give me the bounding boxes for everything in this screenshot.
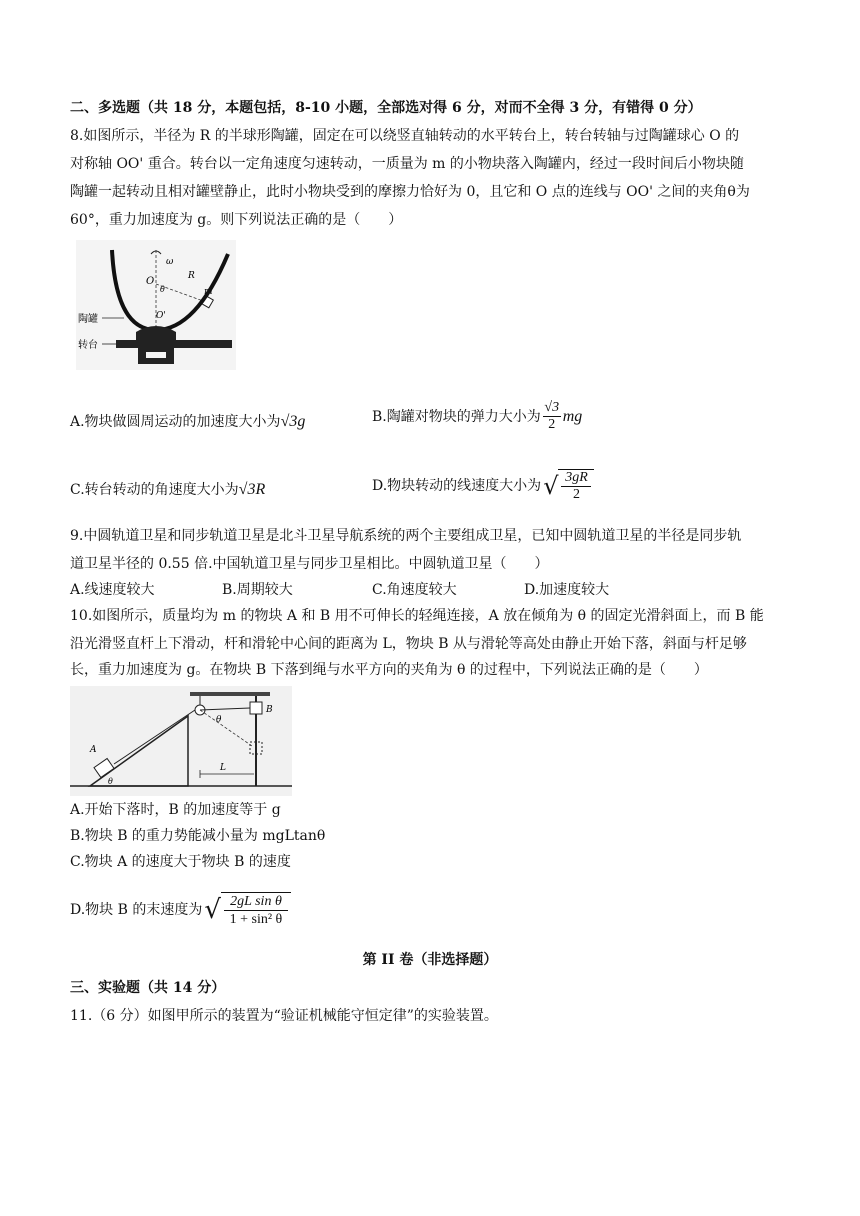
section-header: 二、多选题（共 18 分，本题包括，8-10 小题，全部选对得 6 分，对而不全得 3 分，有错得 0 分）: [70, 100, 702, 116]
q8-option-b[interactable]: [372, 400, 582, 433]
q8-text-line2: 对称轴 OO' 重合。转台以一定角速度匀速转动，一质量为 m 的小物块落入陶罐内，经过一段时间后小物块随: [70, 156, 744, 172]
q9-option-a[interactable]: A.线速度较大: [70, 582, 155, 598]
q8-option-d-den: 2: [572, 487, 580, 502]
q8-option-b-text: B.陶罐对物块的弹力大小为: [372, 408, 541, 425]
q10-option-c[interactable]: C.物块 A 的速度大于物块 B 的速度: [70, 854, 291, 870]
q8-option-b-fraction: [543, 400, 561, 433]
q8-option-c[interactable]: [70, 480, 265, 500]
q8-option-a[interactable]: [70, 412, 305, 432]
q8-option-b-den: 2: [548, 417, 556, 432]
section3-header: 三、实验题（共 14 分）: [70, 980, 226, 996]
q10-option-d-fraction: [221, 892, 291, 928]
q10-option-a[interactable]: A.开始下落时，B 的加速度等于 g: [70, 802, 281, 818]
q9-option-b[interactable]: B.周期较大: [222, 582, 293, 598]
fig-label-theta-top: θ: [216, 715, 222, 725]
q10-option-b[interactable]: B.物块 B 的重力势能减小量为 mgLtanθ: [70, 828, 326, 844]
ceiling: [190, 692, 270, 696]
fig-label-jar: 陶罐: [78, 314, 98, 325]
q10-text-line2: 沿光滑竖直杆上下滑动，杆和滑轮中心间的距离为 L，物块 B 从与滑轮等高处由静止开始下落，斜面与杆足够: [70, 636, 747, 652]
q10-option-d[interactable]: D.物块 B 的末速度为 √ 2gL sin θ 1 + sin² θ: [70, 888, 291, 932]
q8-text-line4: 60°，重力加速度为 g。则下列说法正确的是（ ）: [70, 212, 403, 228]
q8-option-a-text: A.物块做圆周运动的加速度大小为: [70, 414, 281, 430]
q8-option-c-text: C.转台转动的角速度大小为: [70, 482, 239, 498]
q8-option-b-tail: mg: [562, 407, 583, 425]
fig-label-R: R: [188, 271, 195, 281]
turntable-top: [116, 340, 232, 348]
fig-label-omega: ω: [166, 257, 174, 267]
q10-text-line3: 长，重力加速度为 g。在物块 B 下落到绳与水平方向的夹角为 θ 的过程中，下列说法正确的是（ ）: [70, 662, 708, 678]
q8-option-d-text: D.物块转动的线速度大小为: [372, 478, 542, 494]
q8-option-d[interactable]: D.物块转动的线速度大小为 √ 3gR 2: [372, 466, 594, 506]
fig-label-L: L: [220, 763, 226, 773]
fig-label-Oprime: O': [156, 311, 166, 321]
q8-text-line3: 陶罐一起转动且相对罐壁静止，此时小物块受到的摩擦力恰好为 0，且它和 O 点的连线与 OO' 之间的夹角θ为: [70, 184, 750, 200]
q9-text-line2: 道卫星半径的 0.55 倍.中国轨道卫星与同步卫星相比。中圆轨道卫星（ ）: [70, 556, 549, 572]
q8-option-d-fraction: [558, 469, 594, 503]
q10-option-d-num: 2gL sin θ: [230, 894, 282, 909]
fig-label-B: B: [266, 705, 273, 715]
q8-text-line1: 8.如图所示，半径为 R 的半球形陶罐，固定在可以绕竖直轴转动的水平转台上，转台转轴与过陶罐球心 O 的: [70, 128, 740, 144]
q11-text-line1: 11.（6 分）如图甲所示的装置为“验证机械能守恒定律”的实验装置。: [70, 1008, 498, 1024]
q8-option-b-num: √3: [544, 400, 560, 415]
fig-label-m: m: [204, 287, 213, 297]
fig-label-theta-incline: θ: [108, 777, 113, 786]
q10-text-line1: 10.如图所示，质量均为 m 的物块 A 和 B 用不可伸长的轻绳连接，A 放在倾角为 θ 的固定光滑斜面上，而 B 能: [70, 608, 764, 624]
q10-option-d-den: 1 + sin² θ: [229, 912, 283, 927]
fig-label-O: O: [146, 276, 155, 287]
fig-label-table: 转台: [78, 340, 98, 351]
part2-title: 第 II 卷（非选择题）: [362, 952, 498, 968]
q10-figure: [70, 686, 292, 796]
q10-option-d-text: D.物块 B 的末速度为: [70, 902, 203, 918]
q8-figure: [76, 240, 236, 370]
q9-text-line1: 9.中圆轨道卫星和同步轨道卫星是北斗卫星导航系统的两个主要组成卫星，已知中圆轨道卫星的半径是同步轨: [70, 528, 742, 544]
q8-option-d-num: 3gR: [565, 470, 588, 485]
q9-option-d[interactable]: D.加速度较大: [524, 582, 610, 598]
q8-option-a-math: √3g: [280, 413, 306, 430]
fig-label-theta: θ: [160, 285, 165, 294]
q9-option-c[interactable]: C.角速度较大: [372, 582, 457, 598]
q8-option-c-math: √3R: [238, 481, 266, 498]
block-b-start: [250, 702, 262, 714]
fig-label-A: A: [90, 745, 97, 755]
